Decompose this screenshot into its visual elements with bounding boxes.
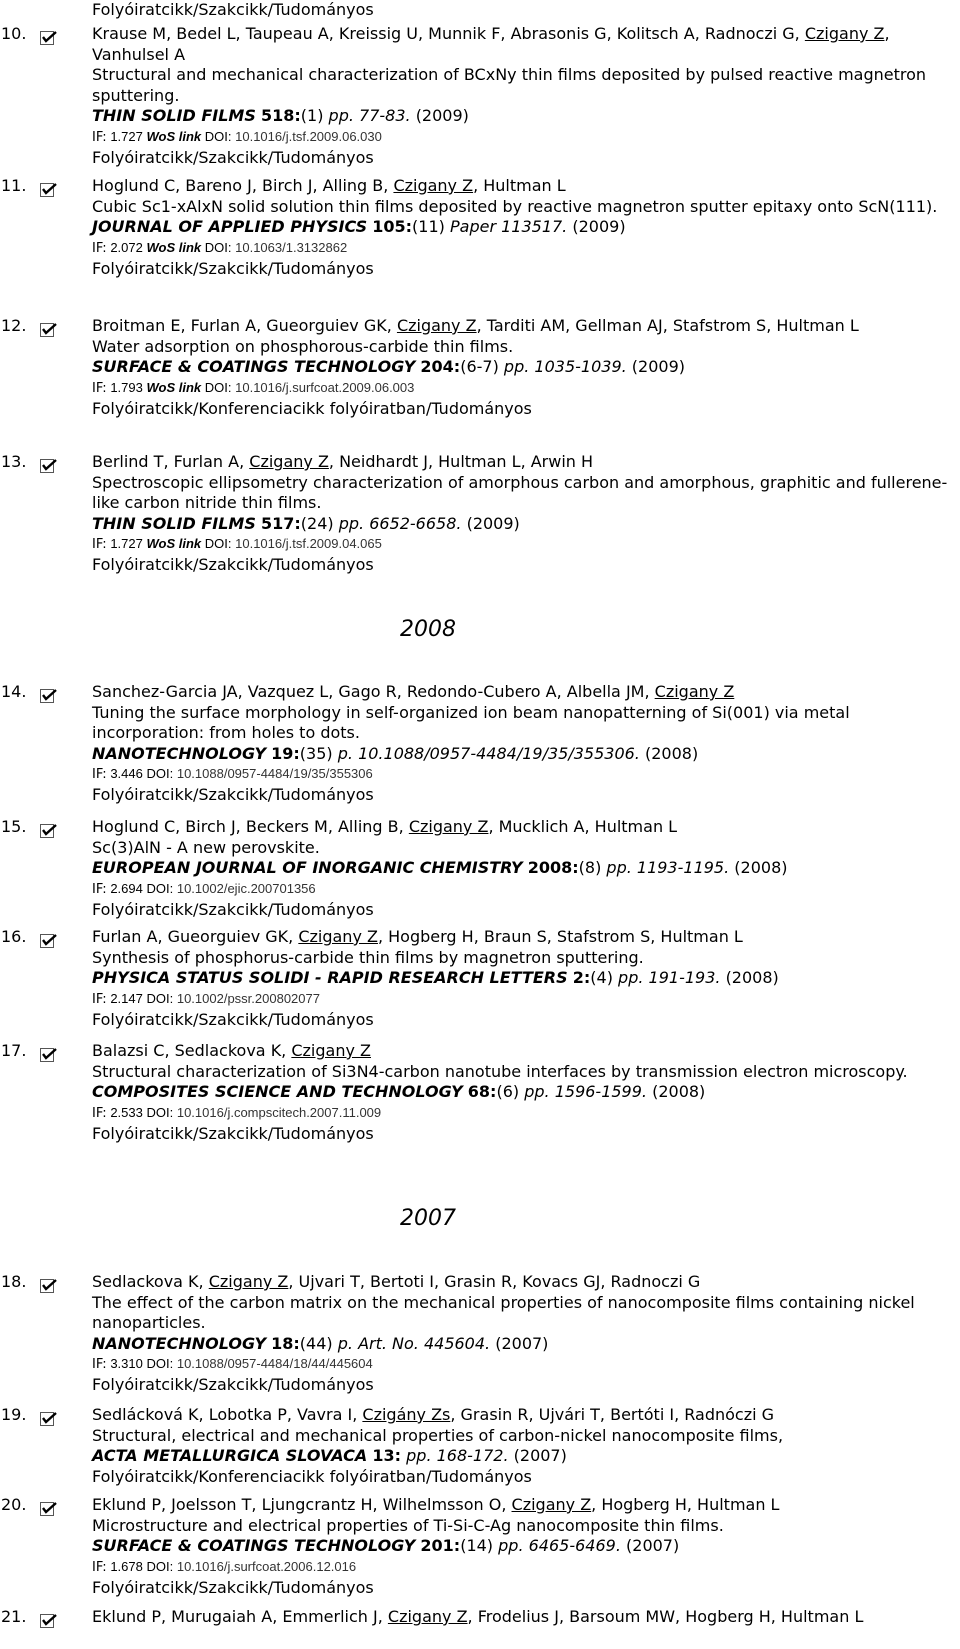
publication-category: Folyóiratcikk/Szakcikk/Tudományos: [92, 1009, 374, 1029]
impact-doi-line: IF: 3.446 DOI: 10.1088/0957-4484/19/35/355306: [92, 766, 373, 783]
entry-number: 15.: [1, 817, 27, 836]
checkbox-checked-icon[interactable]: [40, 31, 58, 45]
entry-number: 11.: [1, 176, 27, 195]
authors: Furlan A, Gueorguiev GK, Czigany Z, Hogberg H, Braun S, Stafstrom S, Hultman L: [92, 927, 743, 946]
author-link[interactable]: Czigany Z: [387, 1607, 468, 1626]
authors: Sedlácková K, Lobotka P, Vavra I, Czigány Zs, Grasin R, Ujvári T, Bertóti I, Radnóczi G: [92, 1405, 775, 1424]
doi-link[interactable]: 10.1016/j.compscitech.2007.11.009: [176, 1104, 382, 1120]
publication-category: Folyóiratcikk/Szakcikk/Tudományos: [92, 899, 374, 919]
author-link[interactable]: Czigany Z: [654, 682, 735, 701]
impact-doi-line: IF: 3.310 DOI: 10.1088/0957-4484/18/44/445604: [92, 1356, 373, 1373]
journal-citation: PHYSICA STATUS SOLIDI - RAPID RESEARCH LETTERS 2:(4) pp. 191-193. (2008): [92, 968, 779, 988]
impact-doi-line: IF: 2.694 DOI: 10.1002/ejic.200701356: [92, 880, 316, 897]
entry-number: 21.: [1, 1607, 27, 1626]
publication-category: Folyóiratcikk/Szakcikk/Tudományos: [92, 555, 374, 575]
authors: Balazsi C, Sedlackova K, Czigany Z: [92, 1041, 371, 1060]
authors: Broitman E, Furlan A, Gueorguiev GK, Czigany Z, Tarditi AM, Gellman AJ, Stafstrom S, Hultman L: [92, 316, 859, 335]
journal-citation: JOURNAL OF APPLIED PHYSICS 105:(11) Paper 113517. (2009): [92, 217, 626, 237]
doi-link[interactable]: 10.1002/ejic.200701356: [176, 880, 316, 896]
checkbox-checked-icon[interactable]: [40, 459, 58, 473]
authors: Hoglund C, Birch J, Beckers M, Alling B, Czigany Z, Mucklich A, Hultman L: [92, 817, 678, 836]
article-title: Structural characterization of Si3N4-carbon nanotube interfaces by transmission electron microscopy.: [92, 1061, 908, 1081]
checkbox-checked-icon[interactable]: [40, 1614, 58, 1628]
publication-category: Folyóiratcikk/Szakcikk/Tudományos: [92, 1577, 374, 1597]
authors: Sanchez-Garcia JA, Vazquez L, Gago R, Redondo-Cubero A, Albella JM, Czigany Z: [92, 682, 735, 701]
journal-citation: SURFACE & COATINGS TECHNOLOGY 201:(14) pp. 6465-6469. (2007): [92, 1536, 680, 1556]
doi-link[interactable]: 10.1063/1.3132862: [235, 239, 348, 255]
checkbox-checked-icon[interactable]: [40, 824, 58, 838]
publication-category: Folyóiratcikk/Szakcikk/Tudományos: [92, 147, 374, 167]
authors: Hoglund C, Bareno J, Birch J, Alling B, Czigany Z, Hultman L: [92, 176, 566, 195]
wos-link[interactable]: WoS link: [146, 128, 202, 144]
article-title: Sc(3)AlN - A new perovskite.: [92, 837, 320, 857]
journal-citation: NANOTECHNOLOGY 18:(44) p. Art. No. 445604. (2007): [92, 1333, 549, 1353]
impact-doi-line: IF: 2.533 DOI: 10.1016/j.compscitech.2007.11.009: [92, 1104, 382, 1121]
impact-doi-line: IF: 2.072 WoS link DOI: 10.1063/1.3132862: [92, 239, 348, 256]
impact-doi-line: IF: 1.727 WoS link DOI: 10.1016/j.tsf.2009.06.030: [92, 128, 382, 145]
wos-link[interactable]: WoS link: [146, 379, 202, 395]
author-link[interactable]: Czigany Z: [511, 1495, 592, 1514]
wos-link[interactable]: WoS link: [146, 239, 202, 255]
author-link[interactable]: Czigany Z: [208, 1272, 289, 1291]
article-title: Tuning the surface morphology in self-organized ion beam nanopatterning of Si(001) via metal incorporation: from holes to dots.: [92, 702, 850, 743]
doi-link[interactable]: 10.1088/0957-4484/19/35/355306: [176, 766, 373, 782]
author-link[interactable]: Czigany Z: [291, 1041, 371, 1060]
entry-number: 18.: [1, 1272, 27, 1291]
author-link[interactable]: Czigany Z: [298, 927, 378, 946]
doi-link[interactable]: 10.1016/j.surfcoat.2006.12.016: [176, 1558, 357, 1574]
checkbox-checked-icon[interactable]: [40, 934, 58, 948]
impact-doi-line: IF: 2.147 DOI: 10.1002/pssr.200802077: [92, 990, 320, 1007]
author-link[interactable]: Czigany Z: [408, 817, 489, 836]
article-title: Spectroscopic ellipsometry characterization of amorphous carbon and amorphous, graphitic and fullerene-like carbon nitride thin films.: [92, 472, 948, 513]
doi-link[interactable]: 10.1002/pssr.200802077: [176, 990, 320, 1006]
checkbox-checked-icon[interactable]: [40, 1279, 58, 1293]
year-heading: 2008: [400, 617, 456, 642]
impact-doi-line: IF: 1.678 DOI: 10.1016/j.surfcoat.2006.12.016: [92, 1558, 357, 1575]
article-title: The effect of the carbon matrix on the mechanical properties of nanocomposite films containing nickel nanoparticles.: [92, 1292, 915, 1333]
entry-number: 12.: [1, 316, 27, 335]
entry-number: 14.: [1, 682, 27, 701]
journal-citation: THIN SOLID FILMS 517:(24) pp. 6652-6658. (2009): [92, 513, 520, 533]
checkbox-checked-icon[interactable]: [40, 1502, 58, 1516]
year-heading: 2007: [400, 1206, 456, 1231]
author-link[interactable]: Czigany Z: [396, 316, 477, 335]
journal-citation: SURFACE & COATINGS TECHNOLOGY 204:(6-7) pp. 1035-1039. (2009): [92, 357, 685, 377]
journal-citation: EUROPEAN JOURNAL OF INORGANIC CHEMISTRY 2008:(8) pp. 1193-1195. (2008): [92, 858, 788, 878]
doi-link[interactable]: 10.1016/j.surfcoat.2009.06.003: [235, 379, 415, 395]
wos-link[interactable]: WoS link: [146, 536, 202, 552]
entry-number: 16.: [1, 927, 27, 946]
checkbox-checked-icon[interactable]: [40, 183, 58, 197]
doi-link[interactable]: 10.1016/j.tsf.2009.04.065: [235, 536, 382, 552]
journal-citation: COMPOSITES SCIENCE AND TECHNOLOGY 68:(6) pp. 1596-1599. (2008): [92, 1082, 706, 1102]
author-link[interactable]: Czigany Z: [804, 24, 885, 43]
author-link[interactable]: Czigany Z: [393, 176, 474, 195]
entry-number: 10.: [1, 24, 27, 43]
article-title: Structural, electrical and mechanical properties of carbon-nickel nanocomposite films,: [92, 1425, 784, 1445]
checkbox-checked-icon[interactable]: [40, 1412, 58, 1426]
publication-category: Folyóiratcikk/Szakcikk/Tudományos: [92, 785, 374, 805]
entry-number: 17.: [1, 1041, 27, 1060]
impact-doi-line: IF: 1.793 WoS link DOI: 10.1016/j.surfcoat.2009.06.003: [92, 379, 415, 396]
publication-category: Folyóiratcikk/Szakcikk/Tudományos: [92, 258, 374, 278]
entry-number: 20.: [1, 1495, 27, 1514]
article-title: Water adsorption on phosphorous-carbide thin films.: [92, 336, 514, 356]
doi-link[interactable]: 10.1016/j.tsf.2009.06.030: [235, 128, 382, 144]
checkbox-checked-icon[interactable]: [40, 689, 58, 703]
authors: Berlind T, Furlan A, Czigany Z, Neidhardt J, Hultman L, Arwin H: [92, 452, 594, 471]
entry-number: 13.: [1, 452, 27, 471]
doi-link[interactable]: 10.1088/0957-4484/18/44/445604: [176, 1356, 373, 1372]
publication-category: Folyóiratcikk/Szakcikk/Tudományos: [92, 0, 374, 19]
journal-citation: THIN SOLID FILMS 518:(1) pp. 77-83. (2009): [92, 106, 469, 126]
publication-category: Folyóiratcikk/Szakcikk/Tudományos: [92, 1123, 374, 1143]
publication-category: Folyóiratcikk/Konferenciacikk folyóiratban/Tudományos: [92, 398, 532, 418]
article-title: Cubic Sc1-xAlxN solid solution thin films deposited by reactive magnetron sputter epitaxy onto ScN(111).: [92, 196, 938, 216]
publication-category: Folyóiratcikk/Szakcikk/Tudományos: [92, 1375, 374, 1395]
author-link[interactable]: Czigány Zs: [362, 1405, 451, 1424]
authors: Eklund P, Joelsson T, Ljungcrantz H, Wilhelmsson O, Czigany Z, Hogberg H, Hultman L: [92, 1495, 780, 1514]
article-title: Structural and mechanical characterization of BCxNy thin films deposited by pulsed reactive magnetron sputtering.: [92, 65, 927, 105]
author-link[interactable]: Czigany Z: [249, 452, 329, 471]
entry-number: 19.: [1, 1405, 27, 1424]
journal-citation: ACTA METALLURGICA SLOVACA 13: pp. 168-172. (2007): [92, 1446, 567, 1466]
authors: Krause M, Bedel L, Taupeau A, Kreissig U, Munnik F, Abrasonis G, Kolitsch A, Radnoczi G, Czigany Z, Vanhulsel A: [92, 24, 890, 64]
article-title: Microstructure and electrical properties of Ti-Si-C-Ag nanocomposite thin films.: [92, 1515, 724, 1535]
authors: Eklund P, Murugaiah A, Emmerlich J, Czigany Z, Frodelius J, Barsoum MW, Hogberg H, Hultman L: [92, 1607, 864, 1626]
journal-citation: NANOTECHNOLOGY 19:(35) p. 10.1088/0957-4484/19/35/355306. (2008): [92, 743, 699, 763]
article-title: Synthesis of phosphorus-carbide thin films by magnetron sputtering.: [92, 947, 644, 967]
checkbox-checked-icon[interactable]: [40, 323, 58, 337]
impact-doi-line: IF: 1.727 WoS link DOI: 10.1016/j.tsf.2009.04.065: [92, 536, 382, 553]
checkbox-checked-icon[interactable]: [40, 1048, 58, 1062]
publication-category: Folyóiratcikk/Konferenciacikk folyóiratban/Tudományos: [92, 1466, 532, 1486]
authors: Sedlackova K, Czigany Z, Ujvari T, Bertoti I, Grasin R, Kovacs GJ, Radnoczi G: [92, 1272, 701, 1291]
